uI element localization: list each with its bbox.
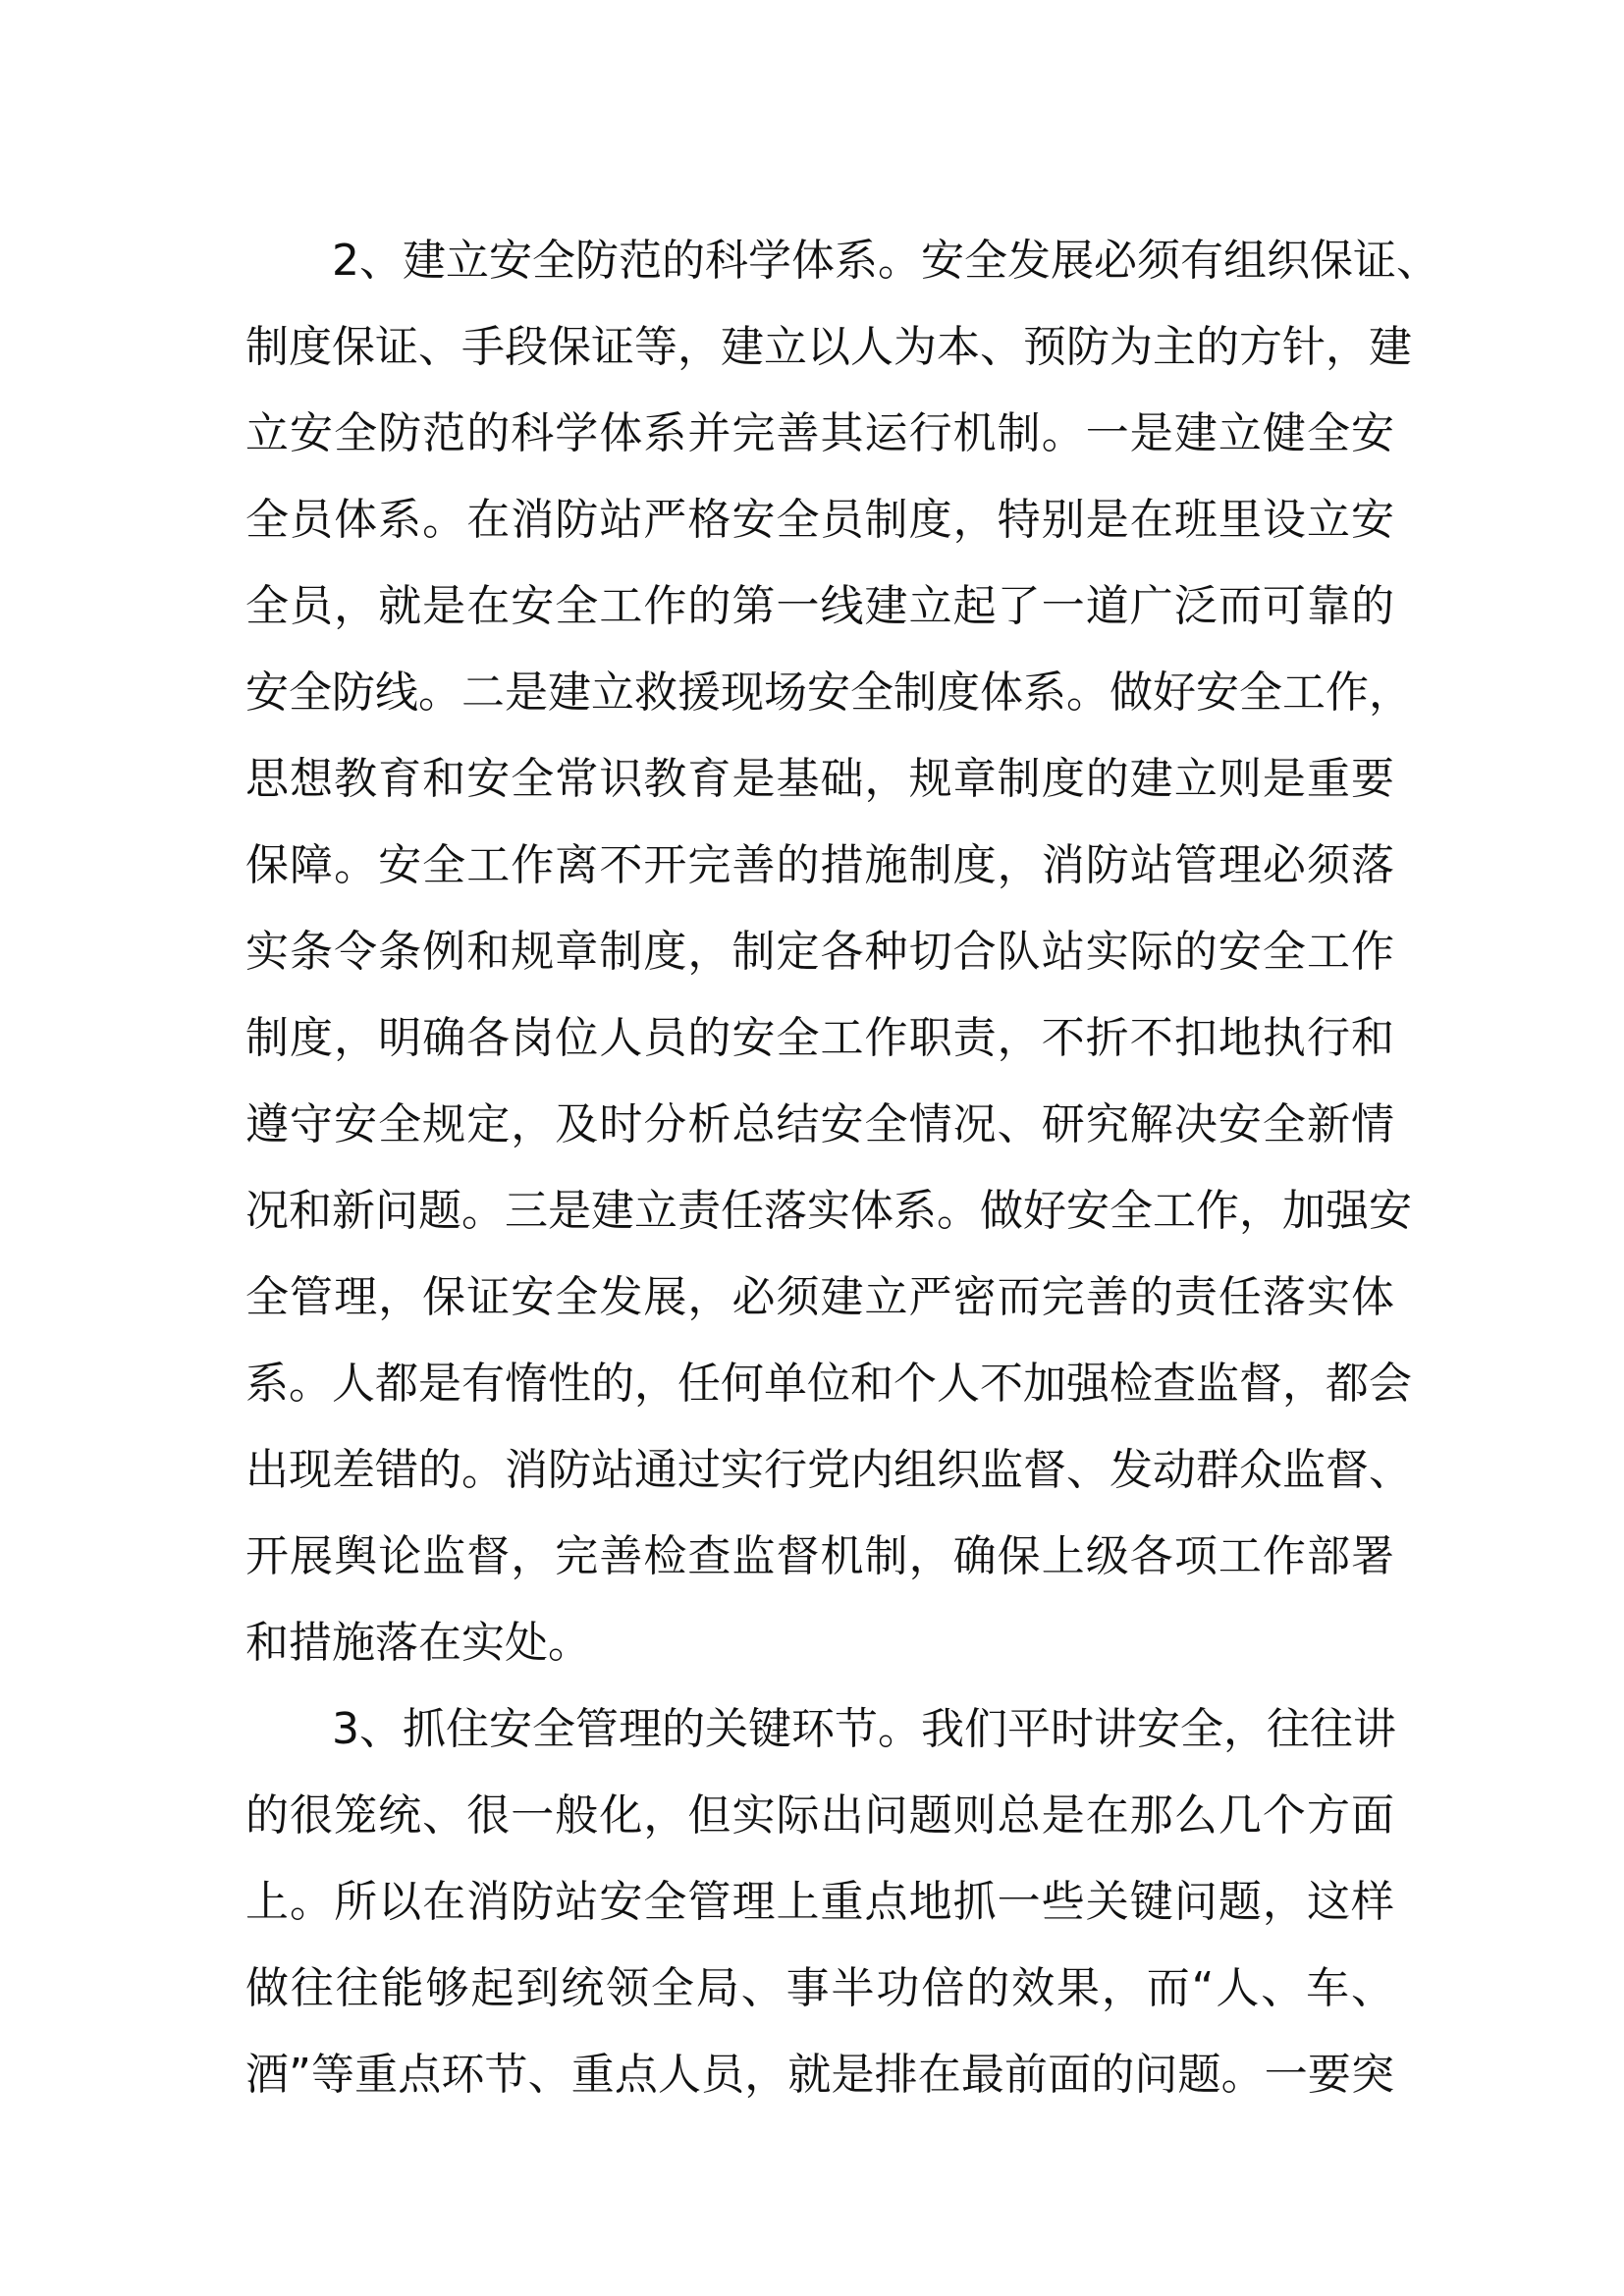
paragraph-1-line-13: 全管理，保证安全发展，必须建立严密而完善的责任落实体 xyxy=(245,1272,1394,1322)
paragraph-2 xyxy=(245,1686,1394,2118)
paragraph-2-line-1: 3、抓住安全管理的关键环节。我们平时讲安全，往往讲 xyxy=(332,1704,1396,1754)
paragraph-2-line-4: 做往往能够起到统领全局、事半功倍的效果，而“人、车、 xyxy=(245,1963,1394,2013)
paragraph-1-line-6: 安全防线。二是建立救援现场安全制度体系。做好安全工作， xyxy=(245,667,1412,718)
paragraph-1-line-7: 思想教育和安全常识教育是基础，规章制度的建立则是重要 xyxy=(245,754,1394,804)
paragraph-2-line-3: 上。所以在消防站安全管理上重点地抓一些关键问题，这样 xyxy=(245,1877,1394,1927)
paragraph-1 xyxy=(245,218,1439,1686)
paragraph-1-line-16: 开展舆论监督，完善检查监督机制，确保上级各项工作部署 xyxy=(245,1531,1394,1581)
paragraph-1-line-10: 制度，明确各岗位人员的安全工作职责，不折不扣地执行和 xyxy=(245,1013,1394,1063)
paragraph-1-line-9: 实条令条例和规章制度，制定各种切合队站实际的安全工作 xyxy=(245,927,1394,977)
paragraph-1-line-14: 系。人都是有惰性的，任何单位和个人不加强检查监督，都会 xyxy=(245,1359,1412,1409)
paragraph-1-line-4: 全员体系。在消防站严格安全员制度，特别是在班里设立安 xyxy=(245,495,1394,545)
paragraph-1-line-5: 全员，就是在安全工作的第一线建立起了一道广泛而可靠的 xyxy=(245,581,1394,631)
paragraph-1-line-3: 立安全防范的科学体系并完善其运行机制。一是建立健全安 xyxy=(245,408,1394,458)
paragraph-2-line-5: 酒”等重点环节、重点人员，就是排在最前面的问题。一要突 xyxy=(245,2050,1394,2100)
paragraph-1-line-11: 遵守安全规定，及时分析总结安全情况、研究解决安全新情 xyxy=(245,1099,1394,1149)
document-body xyxy=(245,218,1439,2118)
paragraph-1-line-1: 2、建立安全防范的科学体系。安全发展必须有组织保证、 xyxy=(332,236,1439,286)
paragraph-1-line-12: 况和新问题。三是建立责任落实体系。做好安全工作，加强安 xyxy=(245,1186,1412,1236)
paragraph-1-line-17: 和措施落在实处。 xyxy=(245,1618,591,1668)
paragraph-2-line-2: 的很笼统、很一般化，但实际出问题则总是在那么几个方面 xyxy=(245,1790,1394,1841)
paragraph-1-line-2: 制度保证、手段保证等，建立以人为本、预防为主的方针，建 xyxy=(245,322,1412,372)
paragraph-1-line-8: 保障。安全工作离不开完善的措施制度，消防站管理必须落 xyxy=(245,840,1394,890)
paragraph-1-line-15: 出现差错的。消防站通过实行党内组织监督、发动群众监督、 xyxy=(245,1445,1412,1495)
